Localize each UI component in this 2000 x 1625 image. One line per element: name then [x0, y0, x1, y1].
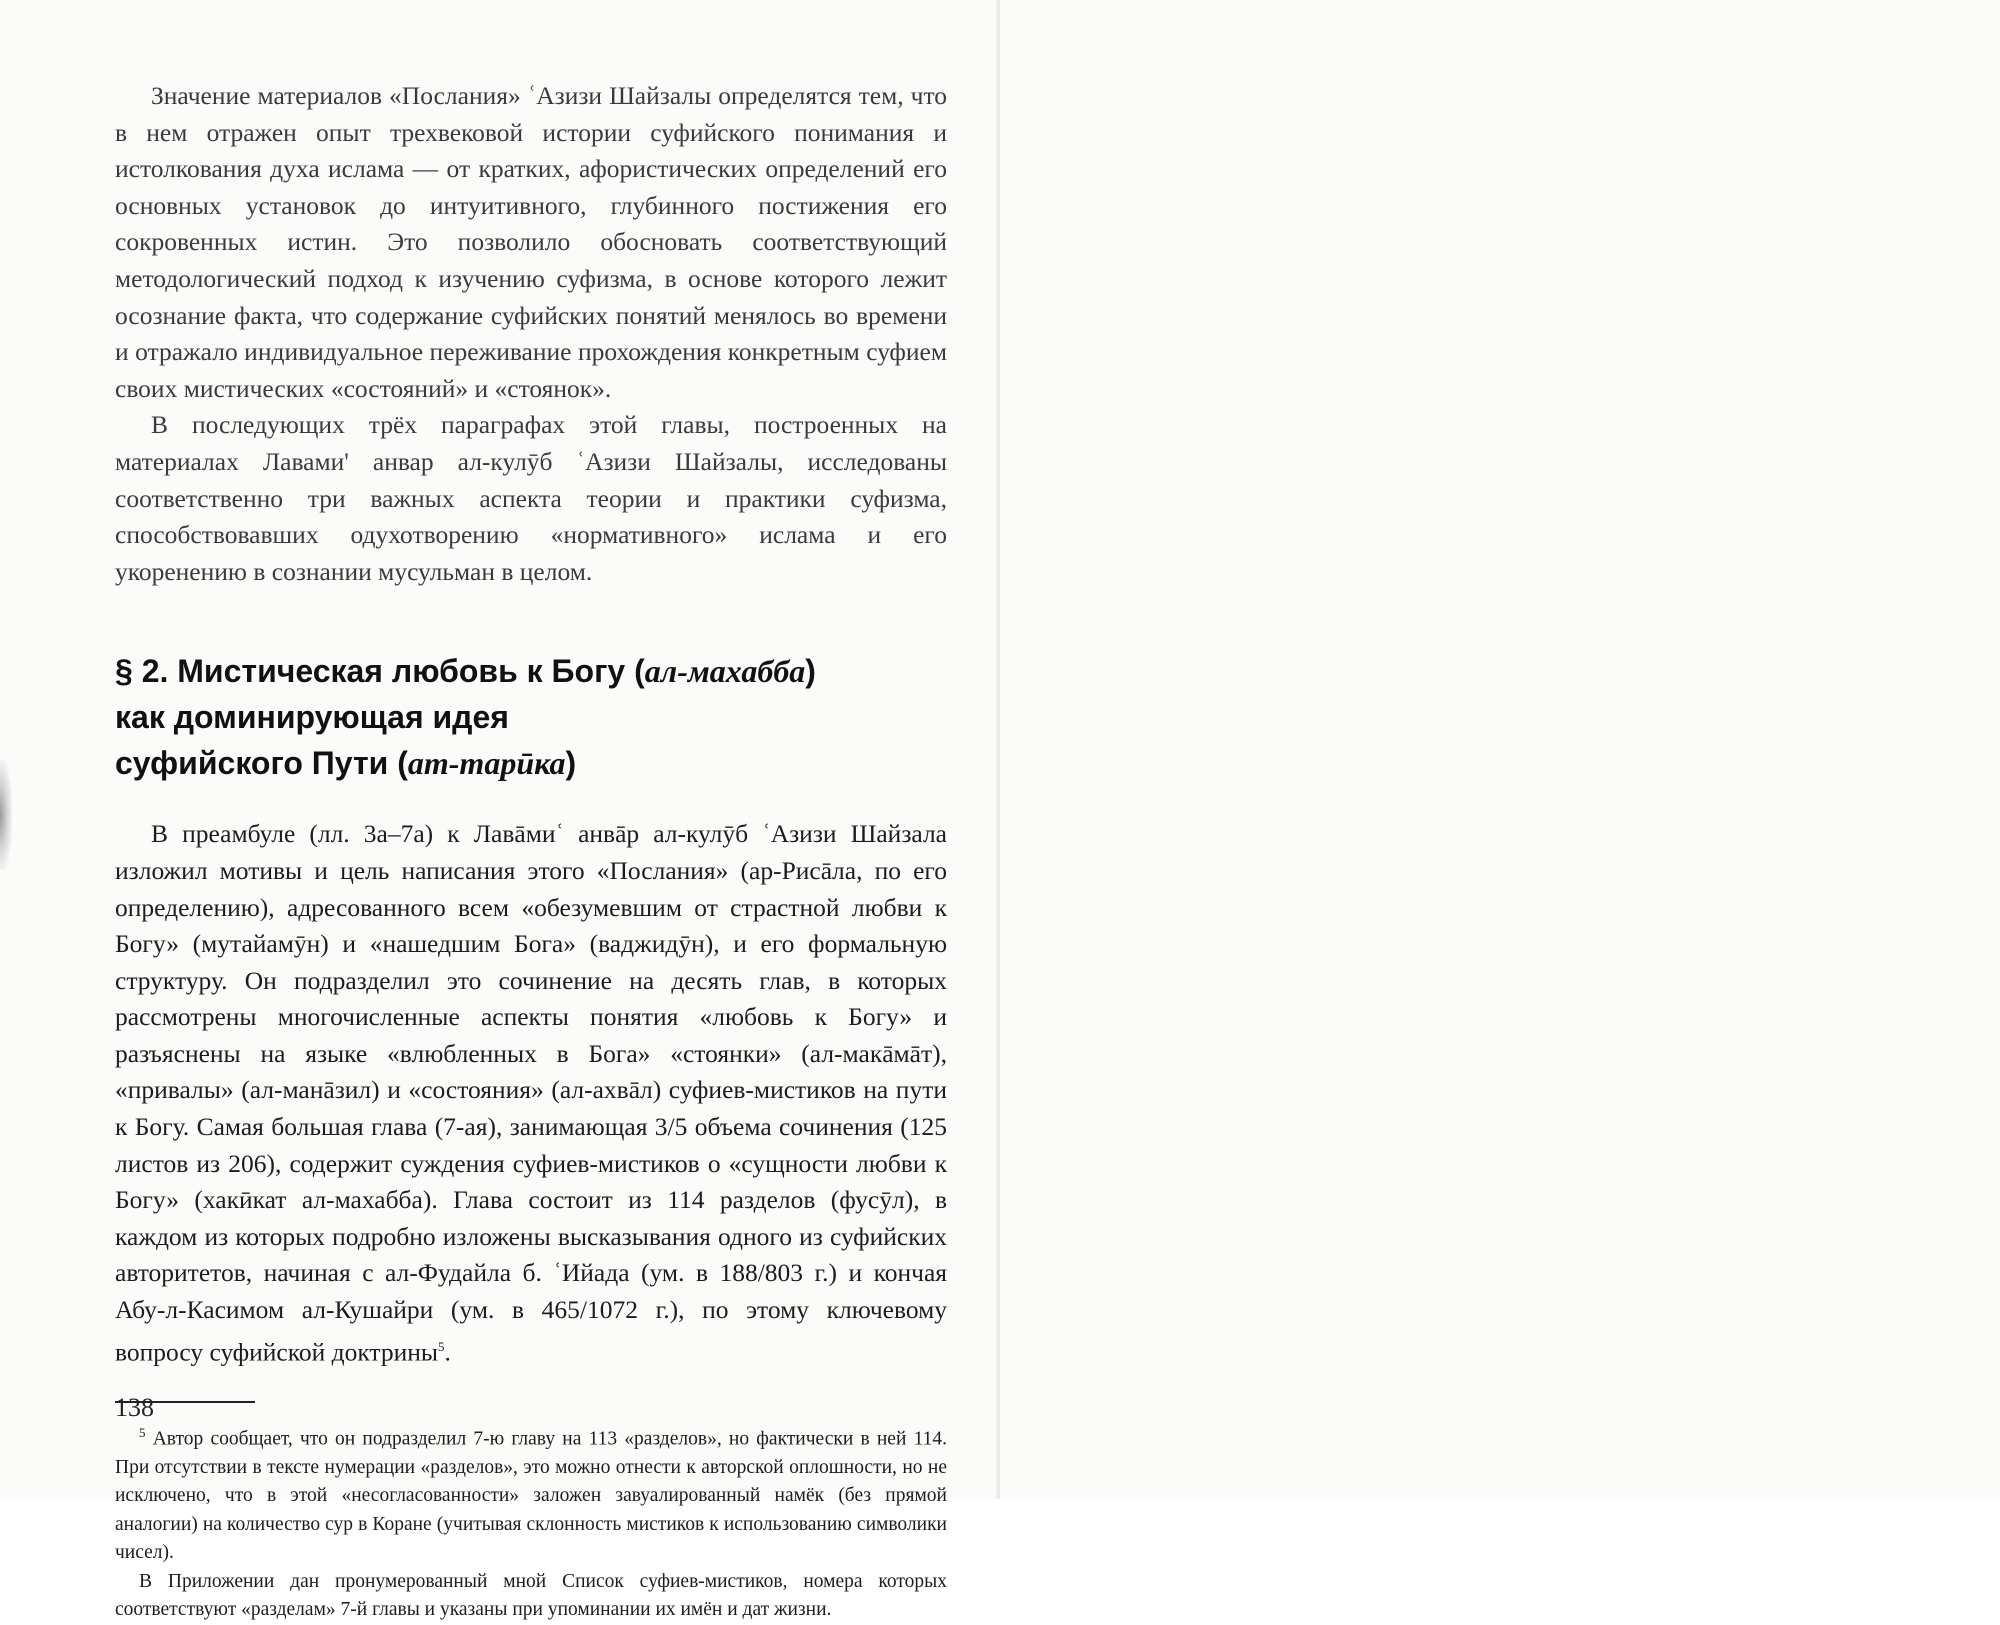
footnote-reference[interactable]: 5 [438, 1338, 445, 1354]
left-paragraph-1: Значение материалов «Послания» ʿАзизи Шайзалы определятся тем, что в нем отражен опыт трехвековой истории суфийского понимания и истолкования духа ислама — от кратких, афористических определений его основных установок до интуитивного, глубинного постижения его сокровенных истин. Это позволило обосновать соответствующий методологический подход к изучению суфизма, в основе которого лежит осознание факта, что содержание суфийских понятий менялось во времени и отражало индивидуальное переживание прохождения конкретным суфием своих мистических «состояний» и «стоянок». [115, 81, 947, 403]
left-page [0, 0, 1000, 1621]
left-paragraph-2: В последующих трёх параграфах этой главы, построенных на материалах Лавами' анвар ал-кулӯб ʿАзизи Шайзалы, исследованы соответственно три важных аспекта теории и практики суфизма, способствовавших одухотворению «нормативного» ислама и его укоренению в сознании мусульман в целом. [115, 410, 947, 586]
page-number-left: 138 [115, 1393, 154, 1422]
section-heading-line-1: § 2. Мистическая любовь к Богу (ал-махабба) [115, 653, 816, 690]
left-paragraph-3: В преамбуле (лл. 3а–7а) к Лавāмиʿ анвāр ал-кулӯб ʿАзизи Шайзала изложил мотивы и цель написания этого «Послания» (ар-Рисāла, по его определению), адресованного всем «обезумевшим от страстной любви к Богу» (мутайамӯн) и «нашедшим Бога» (ваджидӯн), и его формальную структуру. Он подразделил это сочинение на десять глав, в которых рассмотрены многочисленные аспекты понятия «любовь к Богу» и разъяснены на языке «влюбленных в Бога» «стоянки» (ал-макāмāт), «привалы» (ал-манāзил) и «состояния» (ал-ахвāл) суфиев-мистиков на пути к Богу. Самая большая глава (7-ая), занимающая 3/5 объема сочинения (125 листов из 206), содержит суждения суфиев-мистиков о «сущности любви к Богу» (хакӣкат ал-махабба). Глава состоит из 114 разделов (фусӯл), в каждом из которых подробно изложены высказывания одного из суфийских авторитетов, начиная с ал-Фудайла б. ʿИйада (ум. в 188/803 г.) и кончая Абу-л-Касимом ал-Кушайри (ум. в 465/1072 г.), по этому ключевому вопросу суфийской доктрины$^5$. [115, 819, 947, 1367]
page-edge-shadow [0, 760, 12, 870]
section-heading-line-3: суфийского Пути (ат-тарӣка) [115, 745, 577, 782]
right-page [1000, 0, 2000, 1499]
footnote-appendix-note: В Приложении дан пронумерованный мной Список суфиев-мистиков, номера которых соответствуют «разделам» 7-й главы и указаны при упоминании их имён и дат жизни. [115, 1570, 947, 1621]
left-text-column [115, 78, 947, 1625]
section-heading-line-2: как доминирующая идея [115, 699, 509, 736]
footnote-5: $^5$ Автор сообщает, что он подразделил 7-ю главу на 113 «разделов», но фактически в ней 114. При отсутствии в тексте нумерации «разделов», это можно отнести к авторской оплошности, но не исключено, что в этой «несогласованности» заложен завуалированный намёк (без прямой аналогии) на количество сур в Коране (учитывая склонность мистиков к использованию символики чисел). [115, 1424, 947, 1564]
